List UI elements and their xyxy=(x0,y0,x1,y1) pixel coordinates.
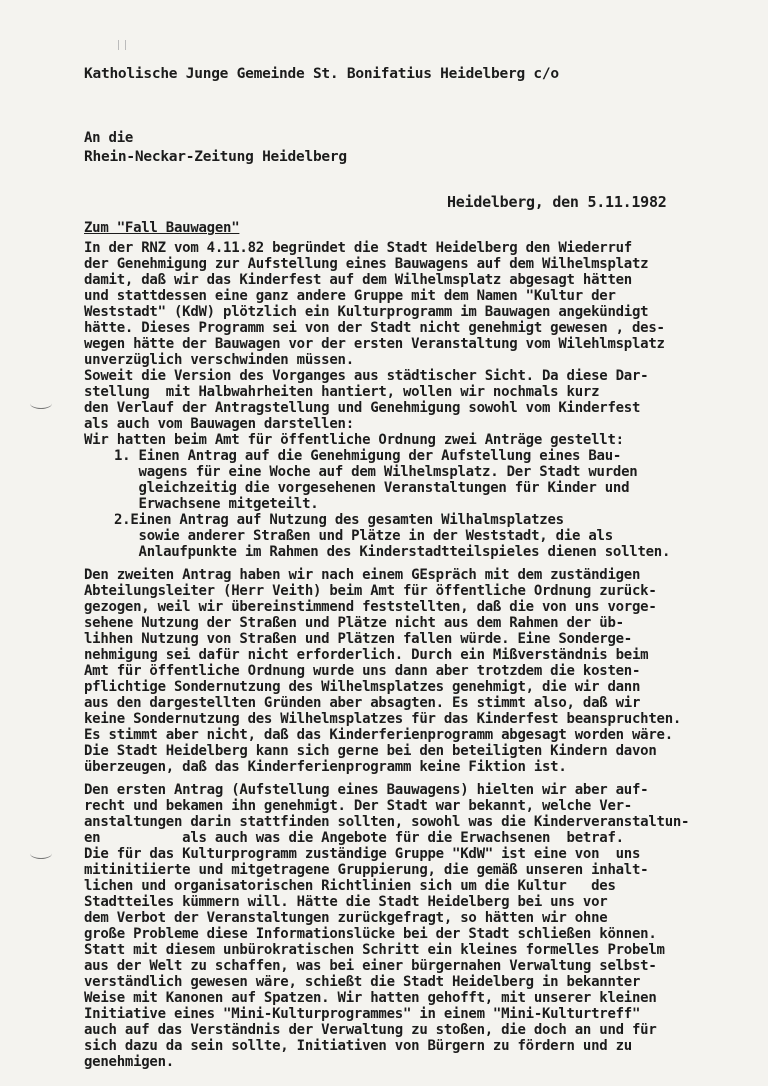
punch-hole-mark xyxy=(30,848,52,859)
body-line: sich dazu da sein sollte, Initiativen von Bürgern zu fördern und zu xyxy=(84,1038,632,1054)
recipient-line-1: An die xyxy=(84,130,134,146)
body-line: wegen hätte der Bauwagen vor der ersten Veranstaltung vom Wilehlmsplatz xyxy=(84,336,665,352)
body-line: pflichtige Sondernutzung des Wilhelmsplatzes genehmigt, die wir dann xyxy=(84,679,641,695)
list-line: wagens für eine Woche auf dem Wilhelmsplatz. Der Stadt wurden xyxy=(114,464,638,480)
body-line: mitinitiierte und mitgetragene Gruppierung, die gemäß unseren inhalt- xyxy=(84,862,649,878)
punch-hole-mark xyxy=(30,398,52,409)
body-line: Den zweiten Antrag haben wir nach einem GEspräch mit dem zuständigen xyxy=(84,567,641,583)
body-line: Statt mit diesem unbürokratischen Schritt ein kleines formelles Probelm xyxy=(84,942,665,958)
body-line: aus den dargestellten Gründen aber absagten. Es stimmt also, daß wir xyxy=(84,695,641,711)
body-line: en als auch was die Angebote für die Erwachsenen betraf. xyxy=(84,830,624,846)
body-line: als auch vom Bauwagen darstellen: xyxy=(84,416,354,432)
body-line: Stadtteiles kümmern will. Hätte die Stadt Heidelberg bei uns vor xyxy=(84,894,608,910)
body-line: und stattdessen eine ganz andere Gruppe mit dem Namen "Kultur der xyxy=(84,288,616,304)
list-line: gleichzeitig die vorgesehenen Veranstaltungen für Kinder und xyxy=(114,480,630,496)
body-line: genehmigen. xyxy=(84,1054,174,1070)
body-line: stellung mit Halbwahrheiten hantiert, wollen wir nochmals kurz xyxy=(84,384,600,400)
body-line: Die Stadt Heidelberg kann sich gerne bei den beteiligten Kindern davon xyxy=(84,743,657,759)
body-line: Abteilungsleiter (Herr Veith) beim Amt für öffentliche Ordnung zurück- xyxy=(84,583,657,599)
body-line: Wir hatten beim Amt für öffentliche Ordnung zwei Anträge gestellt: xyxy=(84,432,624,448)
paragraph-gap xyxy=(84,560,754,567)
body-line: aus der Welt zu schaffen, was bei einer bürgernahen Verwaltung selbst- xyxy=(84,958,657,974)
letter-body xyxy=(84,240,754,1070)
body-line: gezogen, weil wir übereinstimmend feststellten, daß die von uns vorge- xyxy=(84,599,657,615)
body-line: den Verlauf der Antragstellung und Genehmigung sowohl vom Kinderfest xyxy=(84,400,641,416)
paragraph-gap xyxy=(84,775,754,782)
list-line: 1. Einen Antrag auf die Genehmigung der Aufstellung eines Bau- xyxy=(114,448,622,464)
staple-mark xyxy=(118,40,126,50)
body-line: verständlich gewesen wäre, schießt die Stadt Heidelberg in bekannter xyxy=(84,974,641,990)
body-line: Soweit die Version des Vorganges aus städtischer Sicht. Da diese Dar- xyxy=(84,368,649,384)
date-line: Heidelberg, den 5.11.1982 xyxy=(447,193,667,211)
body-line: überzeugen, daß das Kinderferienprogramm keine Fiktion ist. xyxy=(84,759,567,775)
body-line: lichen und organisatorischen Richtlinien sich um die Kultur des xyxy=(84,878,616,894)
sender-line: Katholische Junge Gemeinde St. Bonifatius Heidelberg c/o xyxy=(84,66,559,82)
subject-line: Zum "Fall Bauwagen" xyxy=(84,220,240,236)
body-line: hätte. Dieses Programm sei von der Stadt nicht genehmigt gewesen , des- xyxy=(84,320,665,336)
body-line: große Probleme diese Informationslücke bei der Stadt schließen können. xyxy=(84,926,657,942)
body-line: sehene Nutzung der Straßen und Plätze nicht aus dem Rahmen der üb- xyxy=(84,615,624,631)
body-line: Weise mit Kanonen auf Spatzen. Wir hatten gehofft, mit unserer kleinen xyxy=(84,990,657,1006)
list-line: 2.Einen Antrag auf Nutzung des gesamten Wilhalmsplatzes xyxy=(114,512,564,528)
body-line: anstaltungen darin stattfinden sollten, sowohl was die Kinderveranstaltun- xyxy=(84,814,690,830)
body-line: der Genehmigung zur Aufstellung eines Bauwagens auf dem Wilhelmsplatz xyxy=(84,256,649,272)
body-line: dem Verbot der Veranstaltungen zurückgefragt, so hätten wir ohne xyxy=(84,910,608,926)
body-line: Die für das Kulturprogramm zuständige Gruppe "KdW" ist eine von uns xyxy=(84,846,641,862)
body-line: In der RNZ vom 4.11.82 begründet die Stadt Heidelberg den Wiederruf xyxy=(84,240,632,256)
list-line: sowie anderer Straßen und Plätze in der Weststadt, die als xyxy=(114,528,613,544)
body-line: auch auf das Verständnis der Verwaltung zu stoßen, die doch an und für xyxy=(84,1022,657,1038)
body-line: lihhen Nutzung von Straßen und Plätzen fallen würde. Eine Sonderge- xyxy=(84,631,632,647)
recipient-line-2: Rhein-Neckar-Zeitung Heidelberg xyxy=(84,149,347,165)
list-line: Anlaufpunkte im Rahmen des Kinderstadtteilspieles dienen sollten. xyxy=(114,544,671,560)
body-line: Den ersten Antrag (Aufstellung eines Bauwagens) hielten wir aber auf- xyxy=(84,782,649,798)
body-line: recht und bekamen ihn genehmigt. Der Stadt war bekannt, welche Ver- xyxy=(84,798,632,814)
body-line: Es stimmt aber nicht, daß das Kinderferienprogramm abgesagt worden wäre. xyxy=(84,727,673,743)
body-line: keine Sondernutzung des Wilhelmsplatzes für das Kinderfest beanspruchten. xyxy=(84,711,682,727)
list-line: Erwachsene mitgeteilt. xyxy=(114,496,319,512)
body-line: unverzüglich verschwinden müssen. xyxy=(84,352,354,368)
body-line: nehmigung sei dafür nicht erforderlich. Durch ein Mißverständnis beim xyxy=(84,647,649,663)
body-line: Weststadt" (KdW) plötzlich ein Kulturprogramm im Bauwagen angekündigt xyxy=(84,304,649,320)
body-line: Initiative eines "Mini-Kulturprogrammes" in einem "Mini-Kulturtreff" xyxy=(84,1006,641,1022)
body-line: damit, daß wir das Kinderfest auf dem Wilhelmsplatz abgesagt hätten xyxy=(84,272,632,288)
body-line: Amt für öffentliche Ordnung wurde uns dann aber trotzdem die kosten- xyxy=(84,663,641,679)
